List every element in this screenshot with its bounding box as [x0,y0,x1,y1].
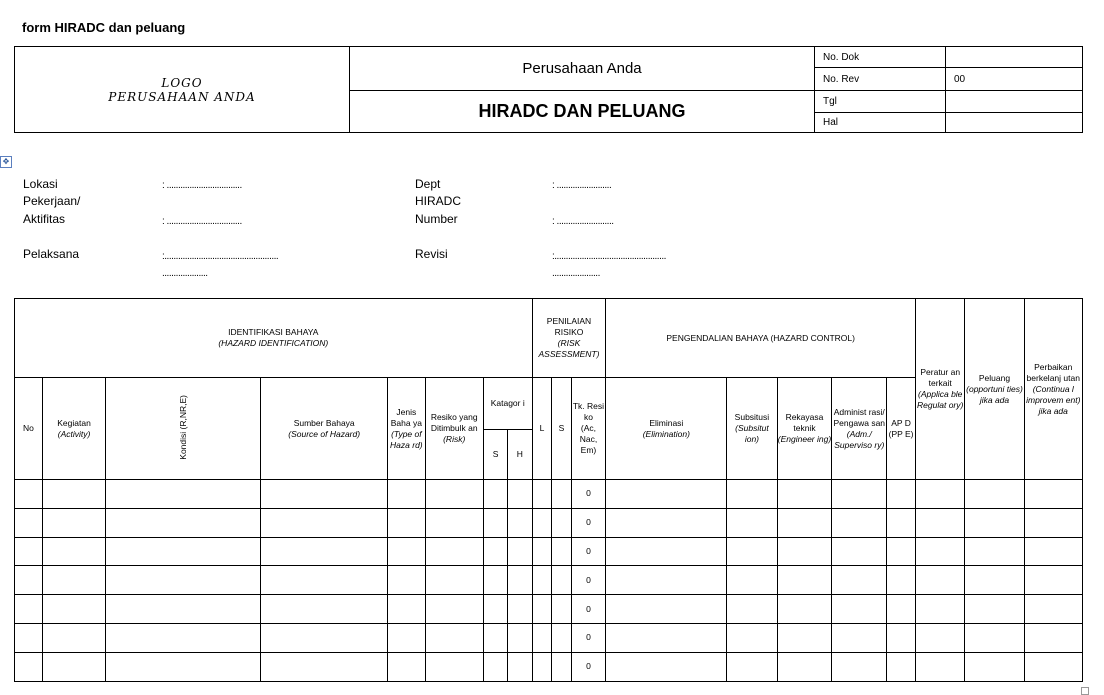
aktifitas-label: Aktifitas [23,212,66,226]
table-cell[interactable] [887,652,916,681]
table-cell[interactable] [15,566,43,595]
table-cell[interactable] [606,480,727,509]
penilaian-title-en: (RISK ASSESSMENT) [538,338,600,359]
table-cell[interactable] [832,566,887,595]
col-eliminasi-label-en: (Elimination) [642,428,690,439]
table-cell[interactable] [508,480,532,509]
risk-score-cell[interactable]: 0 [571,595,606,624]
page-corner-marker [1081,687,1089,695]
peraturan-header [915,299,965,480]
table-cell[interactable] [1024,623,1082,652]
risk-score-cell[interactable]: 0 [571,537,606,566]
table-cell[interactable] [727,480,777,509]
perbaikan-label: Perbaikan berkelanj utan [1026,361,1080,383]
table-cell[interactable] [606,595,727,624]
col-tk-resiko [571,378,606,480]
table-cell[interactable] [508,566,532,595]
pengendalian-header: PENGENDALIAN BAHAYA (HAZARD CONTROL) [606,299,916,378]
table-cell[interactable] [965,508,1024,537]
table-cell[interactable] [832,652,887,681]
table-cell[interactable] [915,652,965,681]
col-resiko [425,378,483,480]
table-cell[interactable] [483,595,507,624]
table-cell[interactable] [915,595,965,624]
table-cell[interactable] [425,566,483,595]
col-rekayasa-label-en: (Engineer ing) [777,434,832,444]
table-cell[interactable] [483,508,507,537]
table-cell[interactable] [1024,508,1082,537]
table-cell[interactable] [777,508,832,537]
table-cell[interactable] [915,537,965,566]
table-cell[interactable] [965,623,1024,652]
table-cell[interactable] [552,566,571,595]
table-cell[interactable] [425,508,483,537]
table-cell[interactable] [106,566,261,595]
table-cell[interactable] [388,480,425,509]
logo-company-text: PERUSAHAAN ANDA [108,89,256,104]
col-apd-label: AP D [891,417,911,428]
dept-value[interactable]: : ........................ [552,180,612,191]
table-cell[interactable] [388,508,425,537]
peluang-header [965,299,1024,480]
document-header [14,46,1083,133]
table-cell[interactable] [777,652,832,681]
table-cell[interactable] [965,652,1024,681]
table-cell[interactable] [1024,537,1082,566]
table-row [15,595,1083,624]
col-subsitusi-label: Subsitusi [734,412,770,422]
table-row [15,508,1083,537]
table-cell[interactable] [552,623,571,652]
table-cell[interactable] [261,623,388,652]
table-cell[interactable] [508,623,532,652]
table-cell[interactable] [106,537,261,566]
table-cell[interactable] [915,480,965,509]
table-cell[interactable] [42,537,105,566]
pelaksana-label: Pelaksana [23,247,80,261]
col-jenis-label-en: (Type of Haza rd) [390,428,423,450]
table-cell[interactable] [727,508,777,537]
table-row [15,537,1083,566]
table-cell[interactable] [106,508,261,537]
form-title: form HIRADC dan peluang [22,20,186,35]
table-cell[interactable] [552,537,571,566]
revisi-value[interactable]: :................................................. [552,251,666,262]
peraturan-label-en: (Applica ble Regulat ory) [917,389,964,410]
table-move-handle-icon[interactable]: ✥ [0,156,12,168]
table-row [15,652,1083,681]
pelaksana-value-continued[interactable]: .................... [162,268,208,279]
table-cell[interactable] [388,595,425,624]
meta-value-hal[interactable] [946,113,1083,133]
col-apd [887,378,916,480]
table-cell[interactable] [388,623,425,652]
table-cell[interactable] [532,508,552,537]
table-cell[interactable] [552,508,571,537]
company-logo [15,47,350,133]
table-cell[interactable] [261,508,388,537]
meta-value-no-rev[interactable]: 00 [946,68,1083,91]
col-apd-label-en: (PP E) [888,428,914,439]
risk-score-cell[interactable]: 0 [571,508,606,537]
col-no: No [15,378,43,480]
table-cell[interactable] [1024,595,1082,624]
risk-score-cell[interactable]: 0 [571,480,606,509]
table-cell[interactable] [777,595,832,624]
penilaian-title: PENILAIAN RISIKO [546,316,592,337]
document-title: HIRADC DAN PELUANG [350,91,815,133]
meta-label-no-rev: No. Rev [815,68,946,91]
table-cell[interactable] [532,566,552,595]
table-cell[interactable] [261,537,388,566]
table-cell[interactable] [965,537,1024,566]
revisi-label: Revisi [415,247,448,261]
table-cell[interactable] [887,480,916,509]
identifikasi-title-en: (HAZARD IDENTIFICATION) [218,338,329,348]
table-cell[interactable] [727,595,777,624]
table-cell[interactable] [832,480,887,509]
revisi-value-continued[interactable]: ..................... [552,268,600,279]
table-cell[interactable] [42,508,105,537]
table-cell[interactable] [832,508,887,537]
peluang-label-en: (opportuni ties) jika ada [966,383,1023,405]
table-cell[interactable] [832,623,887,652]
table-cell[interactable] [832,537,887,566]
table-cell[interactable] [606,508,727,537]
table-cell[interactable] [483,480,507,509]
meta-value-tgl[interactable] [946,91,1083,113]
table-cell[interactable] [727,566,777,595]
col-subsitusi-label-en: (Subsitut ion) [735,423,769,444]
col-kondisi-label: Kondisi (R,NR,E) [177,394,188,460]
pekerjaan-value[interactable]: : ................................. [162,216,242,227]
table-cell[interactable] [508,652,532,681]
col-kategori: Katagor i [483,378,532,430]
table-cell[interactable] [606,652,727,681]
table-cell[interactable] [965,480,1024,509]
table-row [15,566,1083,595]
table-cell[interactable] [727,623,777,652]
table-cell[interactable] [508,595,532,624]
col-s-severity: S [552,378,571,480]
table-cell[interactable] [261,652,388,681]
lokasi-value[interactable]: : ................................. [162,180,242,191]
table-cell[interactable] [1024,566,1082,595]
col-kegiatan-label: Kegiatan [57,417,91,428]
col-rekayasa [777,378,832,480]
table-cell[interactable] [915,566,965,595]
table-cell[interactable] [483,623,507,652]
meta-label-tgl: Tgl [815,91,946,113]
col-kegiatan-label-en: (Activity) [57,428,91,439]
col-sumber-label-en: (Source of Hazard) [288,428,361,439]
table-body [15,480,1083,682]
dept-label: Dept [415,177,441,191]
table-cell[interactable] [727,537,777,566]
table-cell[interactable] [552,595,571,624]
table-cell[interactable] [483,537,507,566]
table-cell[interactable] [425,595,483,624]
col-sumber [261,378,388,480]
table-cell[interactable] [425,480,483,509]
company-name: Perusahaan Anda [350,47,815,91]
col-eliminasi-label: Eliminasi [649,417,684,428]
col-kegiatan [42,378,105,480]
table-row [15,480,1083,509]
peluang-label: Peluang [978,372,1011,383]
table-cell[interactable] [483,566,507,595]
table-cell[interactable] [42,652,105,681]
table-cell[interactable] [532,652,552,681]
col-subsitusi [727,378,777,480]
meta-label-hal: Hal [815,113,946,133]
table-cell[interactable] [15,652,43,681]
table-cell[interactable] [606,623,727,652]
col-kategori-s: S [483,430,507,480]
table-cell[interactable] [532,623,552,652]
table-cell[interactable] [42,480,105,509]
table-cell[interactable] [532,537,552,566]
table-cell[interactable] [261,566,388,595]
table-cell[interactable] [552,652,571,681]
table-cell[interactable] [965,595,1024,624]
table-cell[interactable] [261,480,388,509]
table-cell[interactable] [777,480,832,509]
table-cell[interactable] [965,566,1024,595]
table-cell[interactable] [552,480,571,509]
number-label: Number [415,212,458,226]
table-cell[interactable] [915,623,965,652]
table-cell[interactable] [15,595,43,624]
table-cell[interactable] [727,652,777,681]
col-eliminasi [606,378,727,480]
table-cell[interactable] [887,566,916,595]
meta-value-no-dok[interactable] [946,47,1083,68]
table-cell[interactable] [388,652,425,681]
table-cell[interactable] [777,537,832,566]
table-cell[interactable] [388,566,425,595]
col-kondisi [106,378,261,480]
table-cell[interactable] [832,595,887,624]
table-cell[interactable] [42,623,105,652]
identifikasi-title: IDENTIFIKASI BAHAYA [228,327,319,337]
table-cell[interactable] [887,595,916,624]
table-row [15,623,1083,652]
table-cell[interactable] [15,508,43,537]
table-cell[interactable] [508,537,532,566]
table-cell[interactable] [606,566,727,595]
table-cell[interactable] [508,508,532,537]
lokasi-label: Lokasi [23,177,58,191]
table-cell[interactable] [777,623,832,652]
table-cell[interactable] [15,623,43,652]
hiradc-table [14,298,1083,682]
table-cell[interactable] [425,623,483,652]
risk-score-cell[interactable]: 0 [571,623,606,652]
table-cell[interactable] [261,595,388,624]
table-cell[interactable] [106,480,261,509]
table-cell[interactable] [606,537,727,566]
col-jenis-label: Jenis Baha ya [390,406,422,428]
col-admin-label: Administ rasi/ Pengawa san [833,406,886,428]
penilaian-header [532,299,606,378]
table-cell[interactable] [483,652,507,681]
pelaksana-value[interactable]: :.................................................. [162,251,279,262]
col-resiko-label-en: (Risk) [443,434,466,444]
pekerjaan-label: Pekerjaan/ [23,194,81,208]
table-cell[interactable] [15,480,43,509]
table-cell[interactable] [887,537,916,566]
table-cell[interactable] [532,595,552,624]
perbaikan-label-en: (Continua l improvem ent) jika ada [1026,383,1081,416]
col-tk-label: Tk. Resi ko [572,401,605,422]
col-rekayasa-label: Rekayasa teknik [785,412,824,433]
col-kategori-h: H [508,430,532,480]
table-cell[interactable] [1024,652,1082,681]
table-cell[interactable] [106,623,261,652]
table-cell[interactable] [777,566,832,595]
col-administrasi [832,378,887,480]
risk-score-cell[interactable]: 0 [571,566,606,595]
col-jenis [388,378,425,480]
table-cell[interactable] [425,652,483,681]
perbaikan-header [1024,299,1082,480]
col-tk-label-en: (Ac, Nac, Em) [579,423,598,455]
risk-score-cell[interactable]: 0 [571,652,606,681]
identifikasi-header [15,299,533,378]
meta-label-no-dok: No. Dok [815,47,946,68]
table-cell[interactable] [915,508,965,537]
table-cell[interactable] [532,480,552,509]
table-cell[interactable] [42,566,105,595]
hiradc-label: HIRADC [415,194,462,208]
table-cell[interactable] [42,595,105,624]
col-admin-label-en: (Adm./ Superviso ry) [834,428,885,450]
col-sumber-label: Sumber Bahaya [293,417,355,428]
table-cell[interactable] [388,537,425,566]
table-cell[interactable] [15,537,43,566]
hiradc-number-value[interactable]: : ......................... [552,216,614,227]
table-cell[interactable] [1024,480,1082,509]
table-cell[interactable] [425,537,483,566]
col-l: L [532,378,552,480]
peraturan-label: Peratur an terkait [920,367,961,388]
table-cell[interactable] [887,623,916,652]
table-cell[interactable] [106,595,261,624]
col-resiko-label: Resiko yang Ditimbulk an [430,412,478,433]
table-cell[interactable] [106,652,261,681]
table-cell[interactable] [887,508,916,537]
logo-text: LOGO [161,75,203,90]
